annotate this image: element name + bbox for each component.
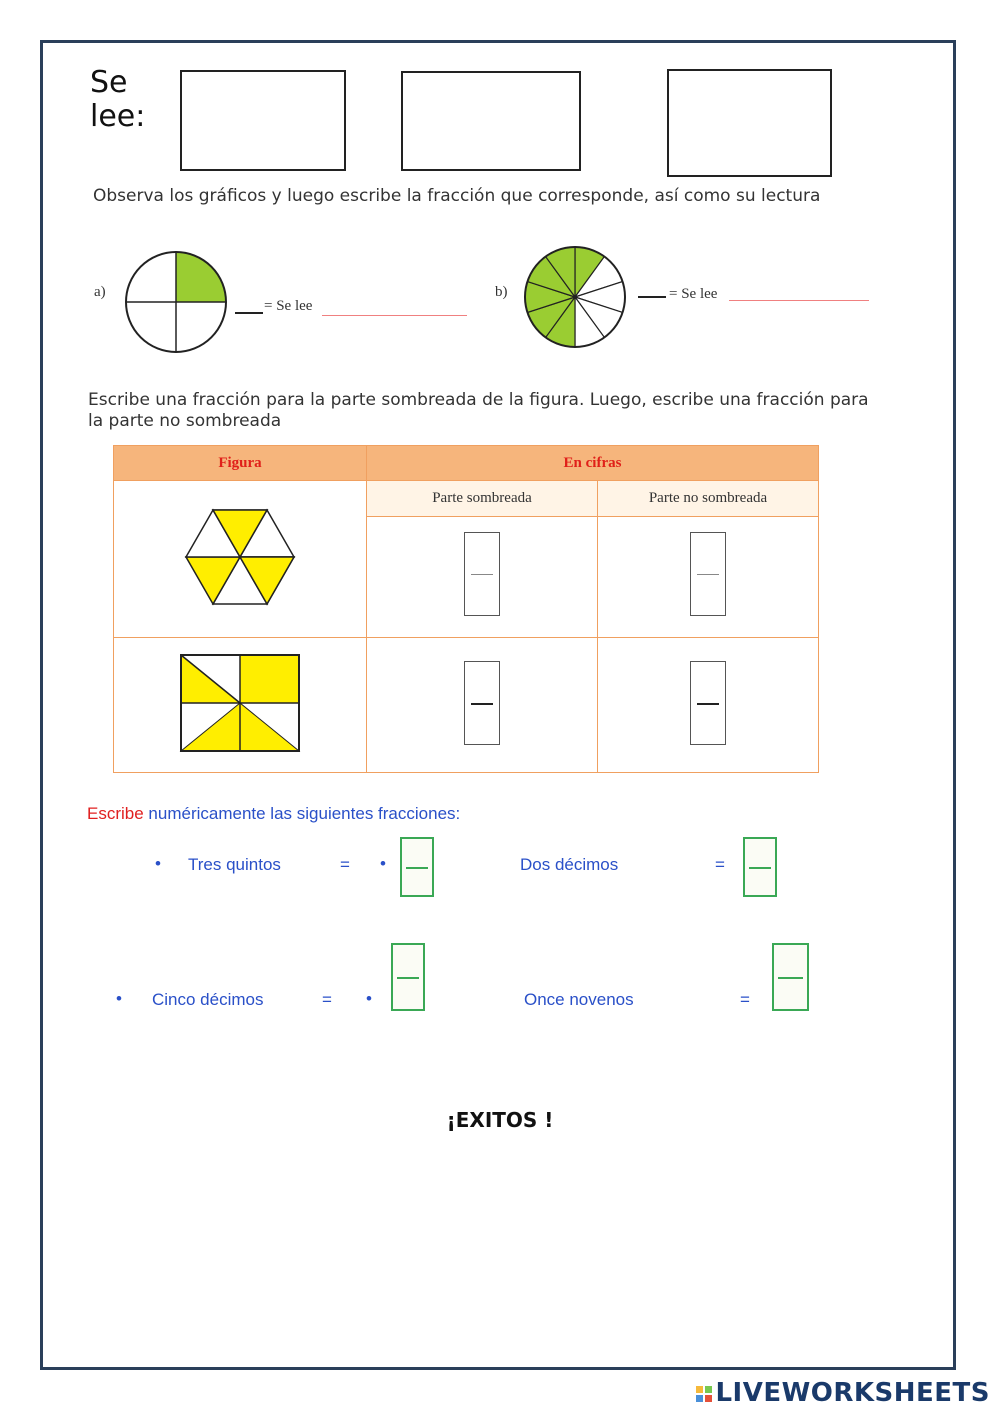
liveworksheets-logo [695, 1378, 990, 1408]
bullet-1: • [155, 854, 161, 873]
answer-cell-hex-unshaded [598, 516, 819, 637]
fraction-input-hex-unshaded[interactable] [690, 532, 726, 616]
square-figure [179, 653, 301, 753]
hexagon-figure [184, 507, 296, 607]
col-figura: Figura [114, 446, 367, 481]
item-dos-decimos: Dos décimos [520, 855, 619, 874]
read-line-b[interactable] [729, 300, 869, 301]
item-b-read-label: = Se lee [669, 286, 718, 302]
circle-quarters-figure [120, 246, 232, 358]
instruction-1: Observa los gráficos y luego escribe la fracción que corresponde, así como su lectura [93, 186, 821, 206]
read-line-a[interactable] [322, 315, 467, 316]
fraction-input-cinco-decimos[interactable] [391, 943, 425, 1011]
eq-4: = [740, 990, 750, 1009]
answer-cell-square-shaded [367, 638, 598, 773]
item-once-novenos: Once novenos [524, 990, 634, 1009]
item-cinco-decimos: Cinco décimos [152, 990, 264, 1009]
instruction-2: Escribe una fracción para la parte sombreada de la figura. Luego, escribe una fracción para la parte no sombreada [88, 390, 869, 431]
item-a-label: a) [94, 284, 106, 300]
section3-title [87, 804, 460, 824]
answer-cell-square-unshaded [598, 638, 819, 773]
logo-squares-icon [695, 1385, 715, 1403]
fraction-table [113, 445, 819, 773]
answer-box-2[interactable] [401, 71, 581, 171]
fraction-blank-b[interactable] [638, 296, 666, 298]
title-blue: numéricamente las siguientes fracciones: [148, 804, 461, 823]
figure-hexagon-cell [114, 481, 367, 638]
fraction-input-tres-quintos[interactable] [400, 837, 434, 897]
exitos-text: ¡EXITOS ! [446, 1108, 554, 1132]
bullet-2b: • [366, 989, 372, 1008]
title-red: Escribe [87, 804, 144, 823]
sub-sombreada: Parte sombreada [367, 481, 598, 517]
answer-cell-hex-shaded [367, 516, 598, 637]
fraction-input-square-unshaded[interactable] [690, 661, 726, 745]
item-tres-quintos: Tres quintos [188, 855, 281, 874]
fraction-input-dos-decimos[interactable] [743, 837, 777, 897]
fraction-blank-a[interactable] [235, 312, 263, 314]
fraction-input-once-novenos[interactable] [772, 943, 809, 1011]
col-en-cifras: En cifras [367, 446, 819, 481]
figure-square-cell [114, 638, 367, 773]
eq-1: = [340, 855, 350, 874]
item-a-read-label: = Se lee [264, 298, 313, 314]
sub-no-sombreada: Parte no sombreada [598, 481, 819, 517]
item-b-label: b) [495, 284, 508, 300]
answer-box-3[interactable] [667, 69, 832, 177]
bullet-2: • [116, 989, 122, 1008]
fraction-input-square-shaded[interactable] [464, 661, 500, 745]
eq-3: = [322, 990, 332, 1009]
answer-box-1[interactable] [180, 70, 346, 171]
logo-text: LIVEWORKSHEETS [715, 1378, 990, 1408]
se-lee-label: Se lee: [90, 65, 146, 134]
eq-2: = [715, 855, 725, 874]
circle-tenths-figure [522, 244, 628, 350]
fraction-input-hex-shaded[interactable] [464, 532, 500, 616]
bullet-1b: • [380, 854, 386, 873]
